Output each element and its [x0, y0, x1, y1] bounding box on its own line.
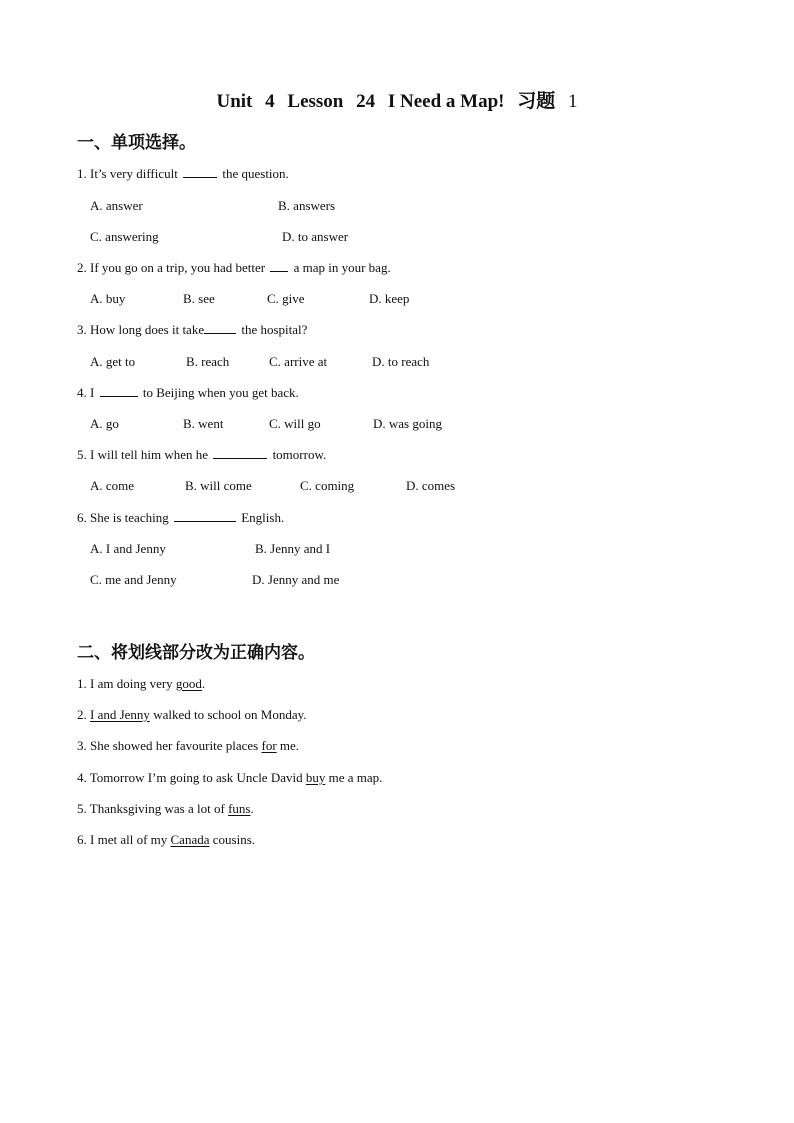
question-3-option-d: D. to reach [372, 354, 430, 369]
question-1-option-d: D. to answer [282, 229, 349, 244]
question-3-option-a: A. get to [90, 354, 136, 369]
question-5-option-c: C. coming [300, 478, 355, 493]
title-exercise-number: 1 [568, 91, 578, 112]
question-2-option-c: C. give [267, 291, 305, 306]
answer-blank [174, 510, 236, 522]
underlined-word: for [261, 738, 277, 753]
question-6-option-d: D. Jenny and me [252, 572, 340, 587]
question-1-option-c: C. answering [90, 229, 159, 244]
question-4-option-b: B. went [183, 416, 224, 431]
question-5-option-a: A. come [90, 478, 135, 493]
question-4: 4. I to Beijing when you get back. [77, 385, 299, 400]
question-1: 1. It’s very difficult the question. [77, 166, 289, 181]
correction-5: 5. Thanksgiving was a lot of funs. [77, 801, 254, 816]
correction-6: 6. I met all of my Canada cousins. [77, 832, 255, 847]
underlined-word: funs [228, 801, 251, 816]
title-lesson-name: I Need a Map! [387, 91, 505, 112]
question-2: 2. If you go on a trip, you had better a map in your bag. [77, 260, 391, 275]
correction-1: 1. I am doing very good. [77, 676, 206, 691]
correction-4: 4. Tomorrow I’m going to ask Uncle David buy me a map. [77, 770, 383, 785]
title-lesson: Lesson [287, 91, 344, 112]
title-unit: Unit [216, 91, 253, 112]
question-6: 6. She is teaching English. [77, 510, 285, 525]
question-5: 5. I will tell him when he tomorrow. [77, 447, 327, 462]
question-3-option-c: C. arrive at [269, 354, 328, 369]
question-6-option-a: A. I and Jenny [90, 541, 166, 556]
question-6-option-c: C. me and Jenny [90, 572, 177, 587]
page-title [0, 86, 794, 113]
correction-3: 3. She showed her favourite places for me. [77, 738, 300, 753]
question-1-option-a: A. answer [90, 198, 143, 213]
question-4-option-d: D. was going [373, 416, 442, 431]
question-3: 3. How long does it take the hospital? [77, 322, 308, 337]
title-exercise: 习题 [517, 90, 556, 112]
question-3-option-b: B. reach [186, 354, 230, 369]
answer-blank [204, 322, 236, 334]
question-1-option-b: B. answers [278, 198, 336, 213]
answer-blank [100, 385, 138, 397]
question-6-option-b: B. Jenny and I [255, 541, 331, 556]
question-2-option-a: A. buy [90, 291, 126, 306]
question-4-option-a: A. go [90, 416, 119, 431]
underlined-word: good [175, 676, 202, 691]
title-unit-number: 4 [265, 91, 275, 112]
answer-blank [270, 260, 288, 272]
underlined-word: Canada [170, 832, 210, 847]
underlined-word: I and Jenny [90, 707, 150, 722]
question-5-option-d: D. comes [406, 478, 456, 493]
question-4-option-c: C. will go [269, 416, 321, 431]
question-5-option-b: B. will come [185, 478, 252, 493]
underlined-word: buy [305, 770, 326, 785]
correction-2: 2. I and Jenny walked to school on Monday. [77, 707, 307, 722]
section-2-heading: 二、将划线部分改为正确内容。 [77, 643, 315, 663]
answer-blank [183, 166, 217, 178]
answer-blank [213, 447, 267, 459]
section-1-heading: 一、单项选择。 [77, 133, 196, 153]
question-2-option-b: B. see [183, 291, 215, 306]
question-2-option-d: D. keep [369, 291, 410, 306]
title-lesson-number: 24 [356, 91, 376, 112]
